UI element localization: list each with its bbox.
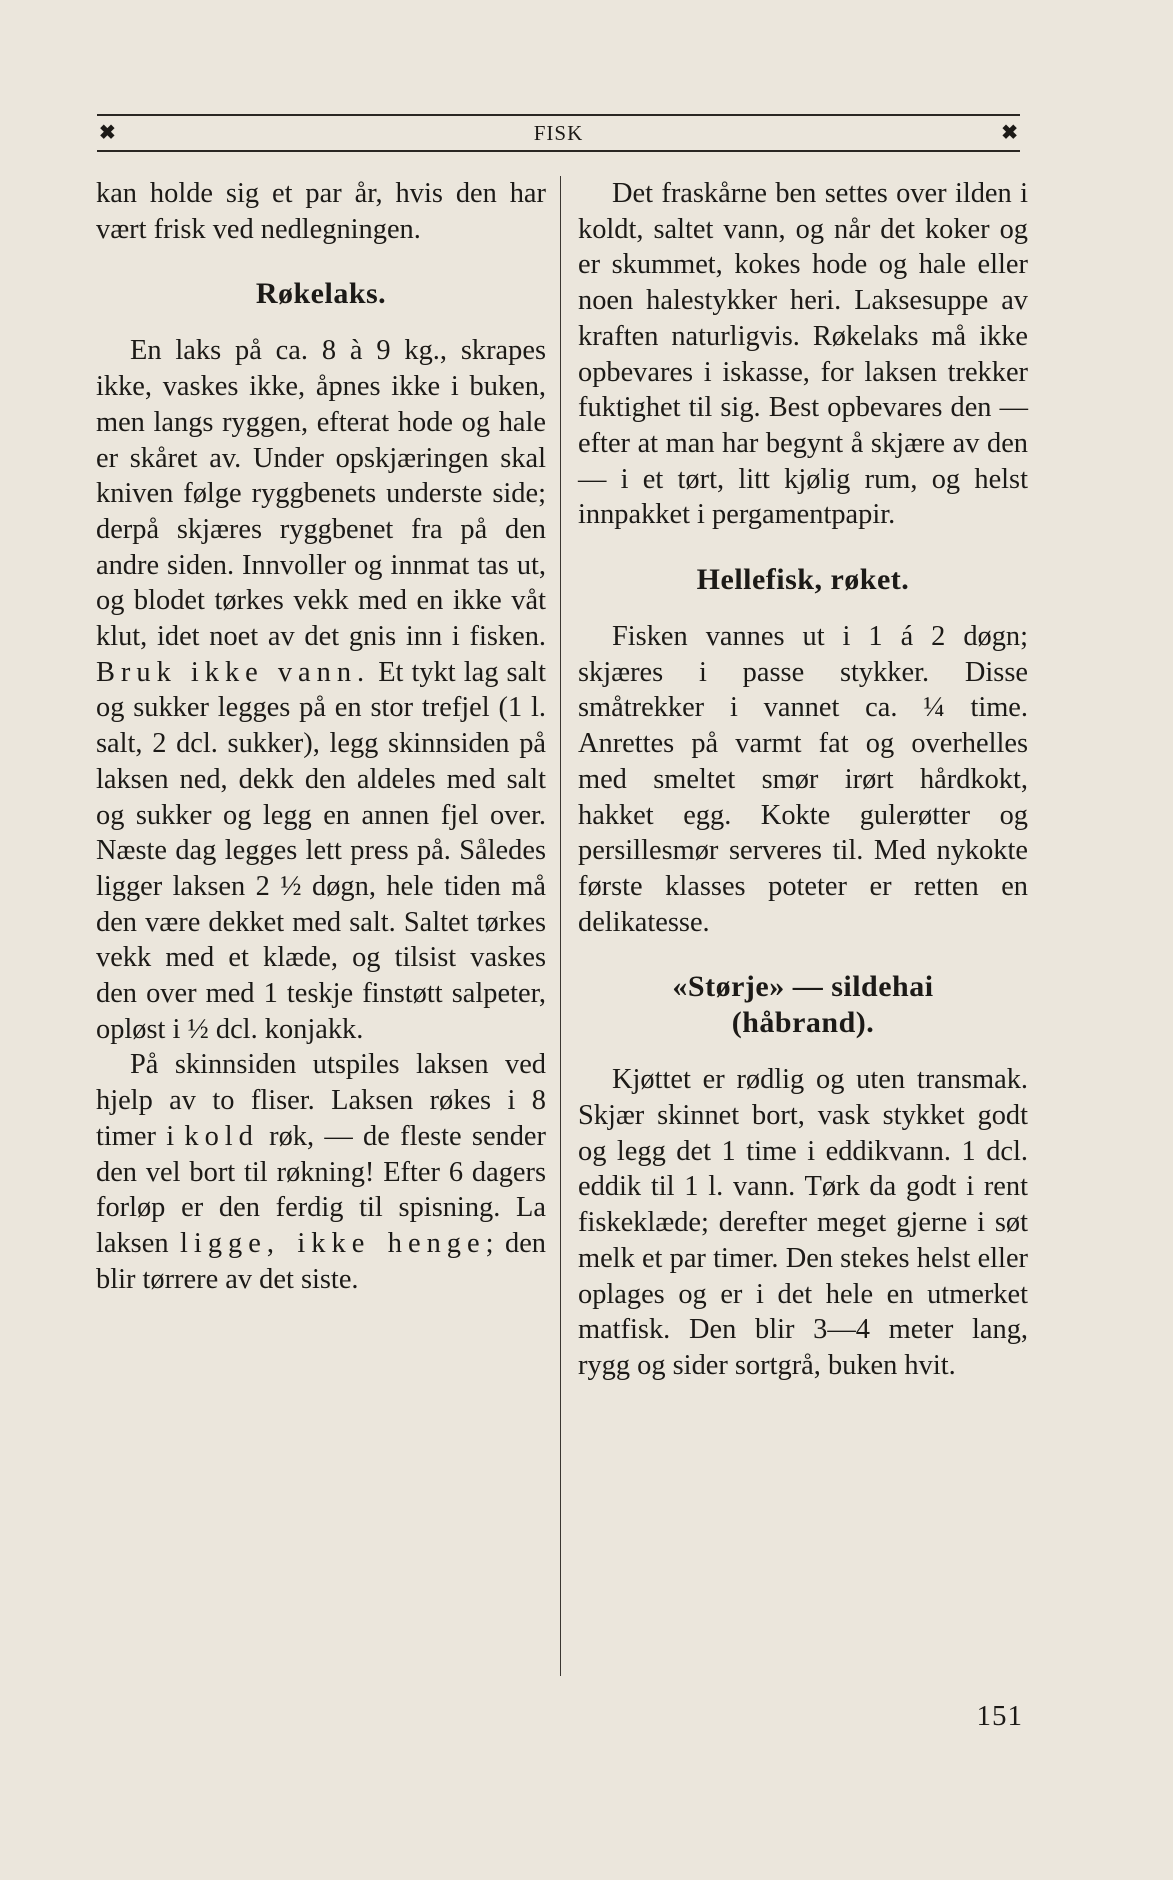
paragraph: kan holde sig et par år, hvis den har vært frisk ved nedlegningen. — [96, 178, 546, 245]
paragraph: Kjøttet er rødlig og uten transmak. Skjær skinnet bort, vask stykket godt og legg det 1 time i eddikvann. 1 dcl. eddik til 1 l. vann. Tørk da godt i rent fiskeklæde; derefter meget gjerne i søt melk et par timer. Den stekes helst eller oplages og er i det hele en utmerket matfisk. Den blir 3—4 meter lang, rygg og sider sortgrå, buken hvit. — [578, 1064, 1028, 1381]
paragraph — [96, 1047, 546, 1297]
text: På skinnsiden utspiles laksen ved hjelp av to fliser. Laksen røkes i 8 timer i — [96, 1049, 546, 1152]
right-column — [578, 176, 1028, 1384]
recipe-heading: Røkelaks. — [255, 277, 387, 311]
paragraph: Fisken vannes ut i 1 á 2 døgn; skjæres i passe stykker. Disse småtrekker i vannet ca. ¼ time. Anrettes på varmt fat og overhelles med smeltet smør irørt hårdkokt, hakket egg. Kokte gulerøtter og persillesmør serveres til. Med nykokte første klasses poteter er retten en delikatesse. — [578, 621, 1028, 938]
column-divider — [560, 176, 561, 1676]
header-rule-bottom — [97, 150, 1020, 152]
left-column — [96, 176, 546, 1297]
recipe-heading — [578, 969, 1028, 1041]
emphasized-text: Bruk ikke vann. — [96, 656, 371, 688]
emphasized-text: kold — [184, 1120, 259, 1152]
section-title: FISK — [533, 121, 584, 145]
recipe-heading: Hellefisk, røket. — [696, 563, 910, 597]
paragraph: Det fraskårne ben settes over ilden i koldt, saltet vann, og når det koker og er skummet, kokes hode og hale eller noen halestykker heri. Laksesuppe av kraften naturligvis. Røkelaks må ikke opbevares i iskasse, for laksen trekker fuktighet til sig. Best opbevares den — efter at man har begynt å skjære av den — i et tørt, litt kjølig rum, og helst innpakket i pergamentpapir. — [578, 178, 1028, 531]
page-number: 151 — [976, 1700, 1023, 1732]
ornament-icon: ✖ — [1001, 120, 1018, 144]
heading-line: (håbrand). — [731, 1006, 875, 1040]
emphasized-text: ligge, ikke henge — [180, 1227, 486, 1259]
ornament-icon: ✖ — [99, 120, 116, 144]
text: En laks på ca. 8 à 9 kg., skrapes ikke, vaskes ikke, åpnes ikke i buken, men langs ryggen, efterat hode og hale er skåret av. Under opskjæringen skal kniven følge ryggbenets underste side; derpå skjæres ryggbenet fra på den andre siden. Innvoller og innmat tas ut, og blodet tørkes vekk med en ikke våt klut, idet noet av det gnis inn i fisken. — [96, 335, 546, 653]
running-header — [97, 110, 1020, 154]
text: ; den blir tørrere av det siste. — [96, 1227, 546, 1295]
paragraph — [96, 333, 546, 1047]
text: røk, — de fleste sender den vel bort til røkning! Efter 6 dagers forløp er den ferdig til spisning. La laksen — [96, 1120, 546, 1259]
text: Et tykt lag salt og sukker legges på en stor trefjel (1 l. salt, 2 dcl. sukker), legg skinnsiden på laksen ned, dekk den aldeles med salt og sukker og legg en annen fjel over. Næste dag legges lett press på. Således ligger laksen 2 ½ døgn, hele tiden må den være dekket med salt. Saltet tørkes vekk med et klæde, og tilsist vaskes den over med 1 teskje finstøtt salpeter, opløst i ½ dcl. konjakk. — [96, 656, 546, 1045]
heading-line: «Størje» — sildehai — [672, 970, 934, 1004]
header-rule-top — [97, 114, 1020, 116]
